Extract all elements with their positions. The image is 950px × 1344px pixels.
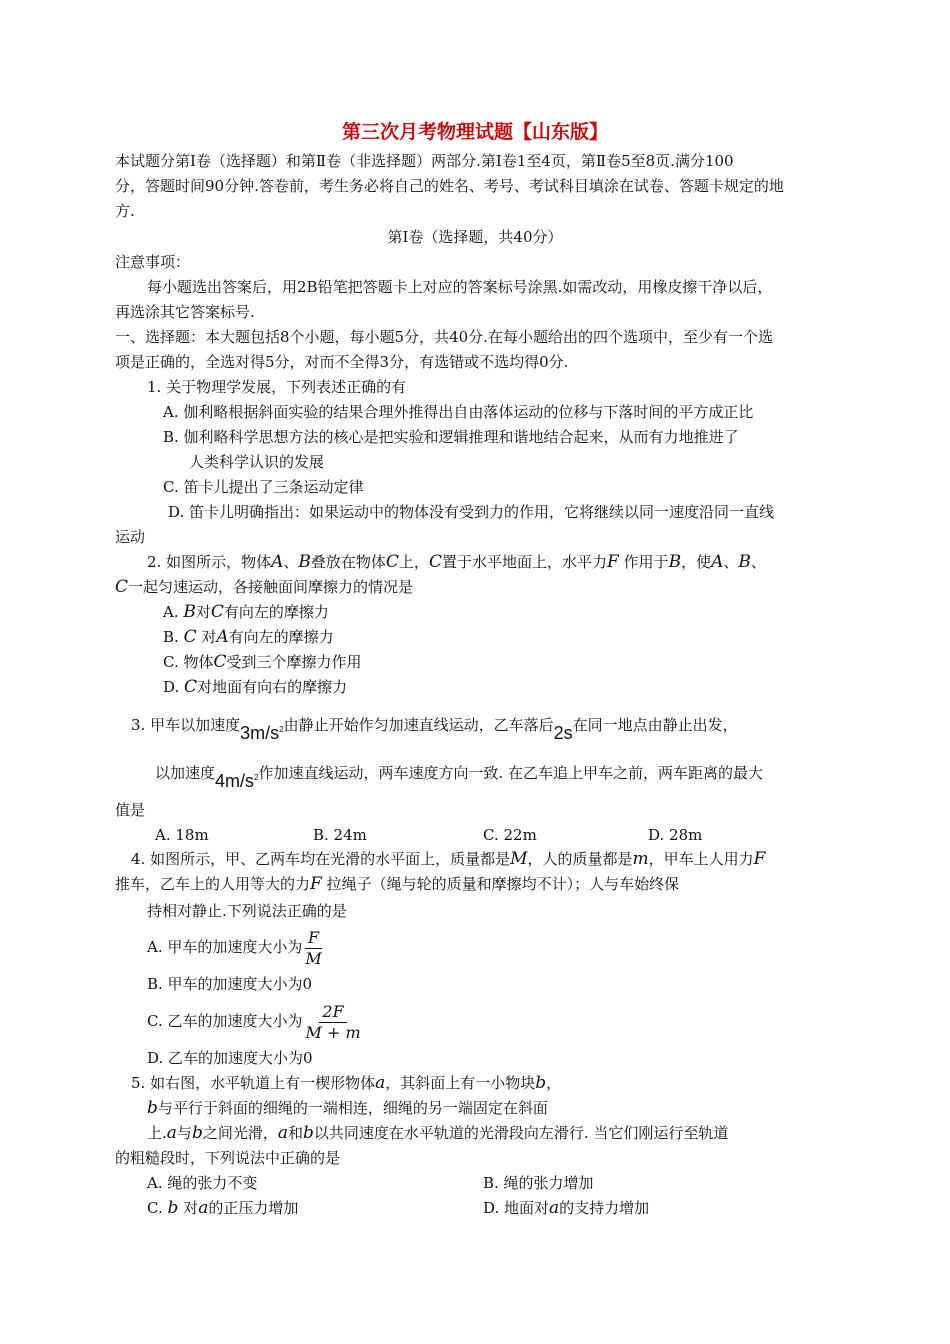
notice-label: 注意事项： xyxy=(115,253,191,271)
q4-stem-line-3: 持相对静止.下列说法正确的是 xyxy=(147,902,347,920)
q2-text: 上， xyxy=(398,553,429,571)
symbol-c: C xyxy=(115,577,129,597)
q3-stem-line-3: 值是 xyxy=(115,801,146,819)
q2-option-b: B. C 对A有向左的摩擦力 xyxy=(163,627,334,647)
acceleration-jia: $3m/s^2$ xyxy=(240,723,284,743)
q4-option-a: A. 甲车的加速度大小为 $\frac{F}{M}$ xyxy=(147,925,325,969)
q1-option-c: C. 笛卡儿提出了三条运动定律 xyxy=(163,478,364,496)
q4-option-c: C. 乙车的加速度大小为 $\frac{2F}{M + m}$ xyxy=(147,999,364,1043)
q2-stem-line-1: 2. 如图所示，物体A、B叠放在物体C上，C置于水平地面上，水平力F 作用于B，使A、B、 xyxy=(147,552,766,572)
q1-option-b-line-1: B. 伽利略科学思想方法的核心是把实验和逻辑推理和谐地结合起来，从而有力地推进了 xyxy=(163,428,739,446)
q2-option-a: A. B对C有向左的摩擦力 xyxy=(163,602,329,622)
symbol-c: C xyxy=(385,552,399,572)
q1-option-d-line-1: D. 笛卡儿明确指出：如果运动中的物体没有受到力的作用，它将继续以同一速度沿同一直线 xyxy=(168,503,775,521)
intro-line-1: 本试题分第Ⅰ卷（选择题）和第Ⅱ卷（非选择题）两部分.第Ⅰ卷1至4页，第Ⅱ卷5至8页.满分100 xyxy=(115,152,734,170)
q2-text: 叠放在物体 xyxy=(310,553,386,571)
intro-line-3: 方. xyxy=(115,202,135,220)
symbol-c: C xyxy=(428,552,442,572)
q2-text: 2. 如图所示，物体 xyxy=(147,553,272,571)
q2-stem-line-2 xyxy=(115,576,413,598)
q5-option-a: A. 绳的张力不变 xyxy=(147,1174,258,1192)
q3-option-c: C. 22m xyxy=(483,826,537,844)
notice-line-1: 每小题选出答案后，用2B铅笔把答题卡上对应的答案标号涂黑.如需改动，用橡皮擦干净以后， xyxy=(147,278,773,296)
fraction-2f-over-m-plus-m: $\frac{2F}{M + m}$ xyxy=(305,1001,361,1042)
symbol-b: B xyxy=(738,552,751,572)
symbol-a: A xyxy=(711,552,724,572)
q5-option-b: B. 绳的张力增加 xyxy=(483,1174,594,1192)
symbol-a: A xyxy=(271,552,284,572)
q5-stem-line-2: b与平行于斜面的细绳的一端相连，细绳的另一端固定在斜面 xyxy=(147,1098,548,1118)
q2-option-d: D. C对地面有向右的摩擦力 xyxy=(163,677,348,697)
section-heading: 第Ⅰ卷（选择题，共40分） xyxy=(387,228,563,246)
q3-option-b: B. 24m xyxy=(313,826,367,844)
q4-stem-line-2: 推车，乙车上的人用等大的力F 拉绳子（绳与轮的质量和摩擦均不计）；人与车始终保 xyxy=(115,874,680,894)
q3-option-d: D. 28m xyxy=(648,826,703,844)
delay-time: 2s xyxy=(553,723,573,743)
q2-text: ，使 xyxy=(681,553,712,571)
symbol-f: F xyxy=(606,552,619,572)
symbol-b: B xyxy=(298,552,311,572)
part-instruction-line-1: 一、选择题：本大题包括8个小题，每小题5分，共40分.在每小题给出的四个选项中，至少有一个选 xyxy=(115,328,773,346)
q2-option-c: C. 物体C受到三个摩擦力作用 xyxy=(163,652,362,672)
q4-option-b: B. 甲车的加速度大小为0 xyxy=(147,975,313,993)
q4-stem-line-1: 4. 如图所示，甲、乙两车均在光滑的水平面上，质量都是M，人的质量都是m，甲车上人用力F xyxy=(131,849,766,869)
q3-stem-line-1: 3. 甲车以加速度$3m/s^2$由静止开始作匀加速直线运动，乙车落后2s在同一地点由静止出发， xyxy=(131,716,738,743)
q3-stem-line-2: 以加速度$4m/s^2$作加速直线运动，两车速度方向一致. 在乙车追上甲车之前，两车距离的最大 xyxy=(155,764,764,791)
q1-stem: 1. 关于物理学发展，下列表述正确的有 xyxy=(147,378,407,396)
q1-option-d-line-2: 运动 xyxy=(115,528,146,546)
intro-line-2: 分，答题时间90分钟.答卷前，考生务必将自己的姓名、考号、考试科目填涂在试卷、答题卡规定的地 xyxy=(115,177,784,195)
q4-option-d: D. 乙车的加速度大小为0 xyxy=(147,1049,313,1067)
fraction-f-over-m: $\frac{F}{M}$ xyxy=(305,927,322,968)
q5-stem-line-3: 上.a与b之间光滑，a和b以共同速度在水平轨道的光滑段向左滑行. 当它们刚运行至轨道 xyxy=(147,1123,729,1143)
q1-option-b-line-2: 人类科学认识的发展 xyxy=(189,453,325,471)
q5-stem-line-1: 5. 如右图，水平轨道上有一楔形物体a，其斜面上有一小物块b， xyxy=(131,1073,562,1093)
q5-option-d: D. 地面对a的支持力增加 xyxy=(483,1198,650,1218)
symbol-b: B xyxy=(668,552,682,572)
q2-text: 一起匀速运动，各接触面间摩擦力的情况是 xyxy=(128,578,414,596)
q5-option-c: C. b 对a的正压力增加 xyxy=(147,1198,299,1218)
q2-text: 置于水平地面上，水平力 xyxy=(441,553,607,571)
acceleration-yi: $4m/s^2$ xyxy=(215,771,259,791)
q1-option-a: A. 伽利略根据斜面实验的结果合理外推得出自由落体运动的位移与下落时间的平方成正比 xyxy=(163,403,754,421)
page-title: 第三次月考物理试题【山东版】 xyxy=(341,121,608,143)
q5-stem-line-4: 的粗糙段时，下列说法中正确的是 xyxy=(115,1149,341,1167)
q2-text: 作用于 xyxy=(623,553,669,571)
notice-line-2: 再选涂其它答案标号. xyxy=(115,303,255,321)
q3-option-a: A. 18m xyxy=(155,826,209,844)
part-instruction-line-2: 项是正确的，全选对得5分，对而不全得3分，有选错或不选均得0分. xyxy=(115,353,569,371)
